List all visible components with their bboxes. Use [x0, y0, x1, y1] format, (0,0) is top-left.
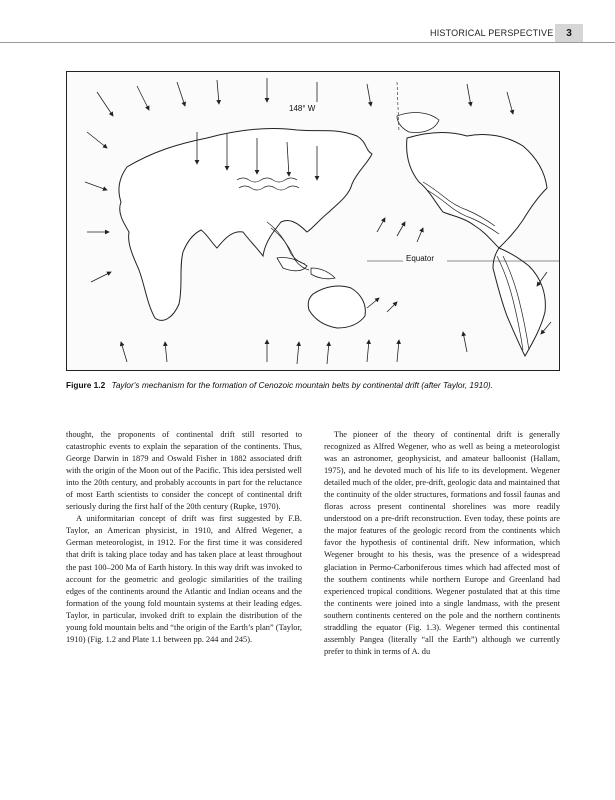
- left-column: [66, 429, 302, 646]
- map-illustration: [67, 72, 560, 371]
- header-rule: [0, 42, 615, 43]
- paragraph: A uniformitarian concept of drift was first suggested by F.B. Taylor, an American physicist, in 1910, and Alfred Wegener, a German meteorologist, in 1912. For the first time it was considered that drift is taking place today and has taken place at least throughout the past 100–200 Ma of Earth history. In this way drift was invoked to account for the geometric and geologic similarities of the trailing edges of the continents around the Atlantic and Indian oceans and the formation of the young fold mountain systems at their leading edges. Taylor, in particular, invoked drift to explain the distribution of the young fold mountain belts and “the origin of the Earth’s plan” (Taylor, 1910) (Fig. 1.2 and Plate 1.1 between pp. 244 and 245).: [66, 514, 302, 644]
- paragraph: thought, the proponents of continental drift still resorted to catastrophic events to explain the separation of the continents. Thus, George Darwin in 1879 and Oswald Fisher in 1882 associated drift with the origin of the Moon out of the Pacific. This idea persisted well into the 20th century, and probably accounts in part for the reluctance of most Earth scientists to consider the concept of continental drift seriously during the first half of the 20th century (Rupke, 1970).: [66, 430, 302, 512]
- australia-landmass: [308, 286, 365, 328]
- equator-label: Equator: [406, 254, 435, 263]
- figure-caption-text: Taylor's mechanism for the formation of Cenozoic mountain belts by continental drift (after Taylor, 1910).: [111, 380, 493, 390]
- right-column: [324, 429, 560, 658]
- greenland-landmass: [397, 113, 439, 133]
- figure-map: [66, 71, 560, 371]
- figure-caption: [66, 380, 566, 390]
- longitude-line: [397, 82, 399, 132]
- island-arc-2: [311, 268, 335, 279]
- paragraph: The pioneer of the theory of continental drift is generally recognized as Alfred Wegener, who as well as being a meteorologist was an astronomer, geophysicist, and amateur balloonist (Hallam, 1975), and he devoted much of his life to its development. Wegener detailed much of the older, pre-drift, geologic data and maintained that the continuity of the older structures, formations and fossil faunas and floras across present continental shorelines was more readily understood on a pre-drift reconstruction. Even today, these points are the major features of the geologic record from the continents which favor the hypothesis of continental drift. New information, which Wegener brought to his thesis, was the presence of a widespread glaciation in Permo-Carboniferous times which had affected most of the southern continents while northern Europe and Greenland had experienced tropical conditions. Wegener postulated that at this time the continents were joined into a single landmass, with the present southern continents centered on the pole and the northern continents straddling the equator (Fig. 1.3). Wegener termed this continental assembly Pangea (literally “all the Earth”) although we currently prefer to think in terms of A. du: [324, 430, 560, 656]
- running-title: HISTORICAL PERSPECTIVE: [430, 28, 554, 38]
- island-arc: [277, 257, 307, 270]
- figure-label: Figure 1.2: [66, 380, 106, 390]
- longitude-label: 148° W: [289, 104, 316, 113]
- page-number: 3: [555, 24, 583, 43]
